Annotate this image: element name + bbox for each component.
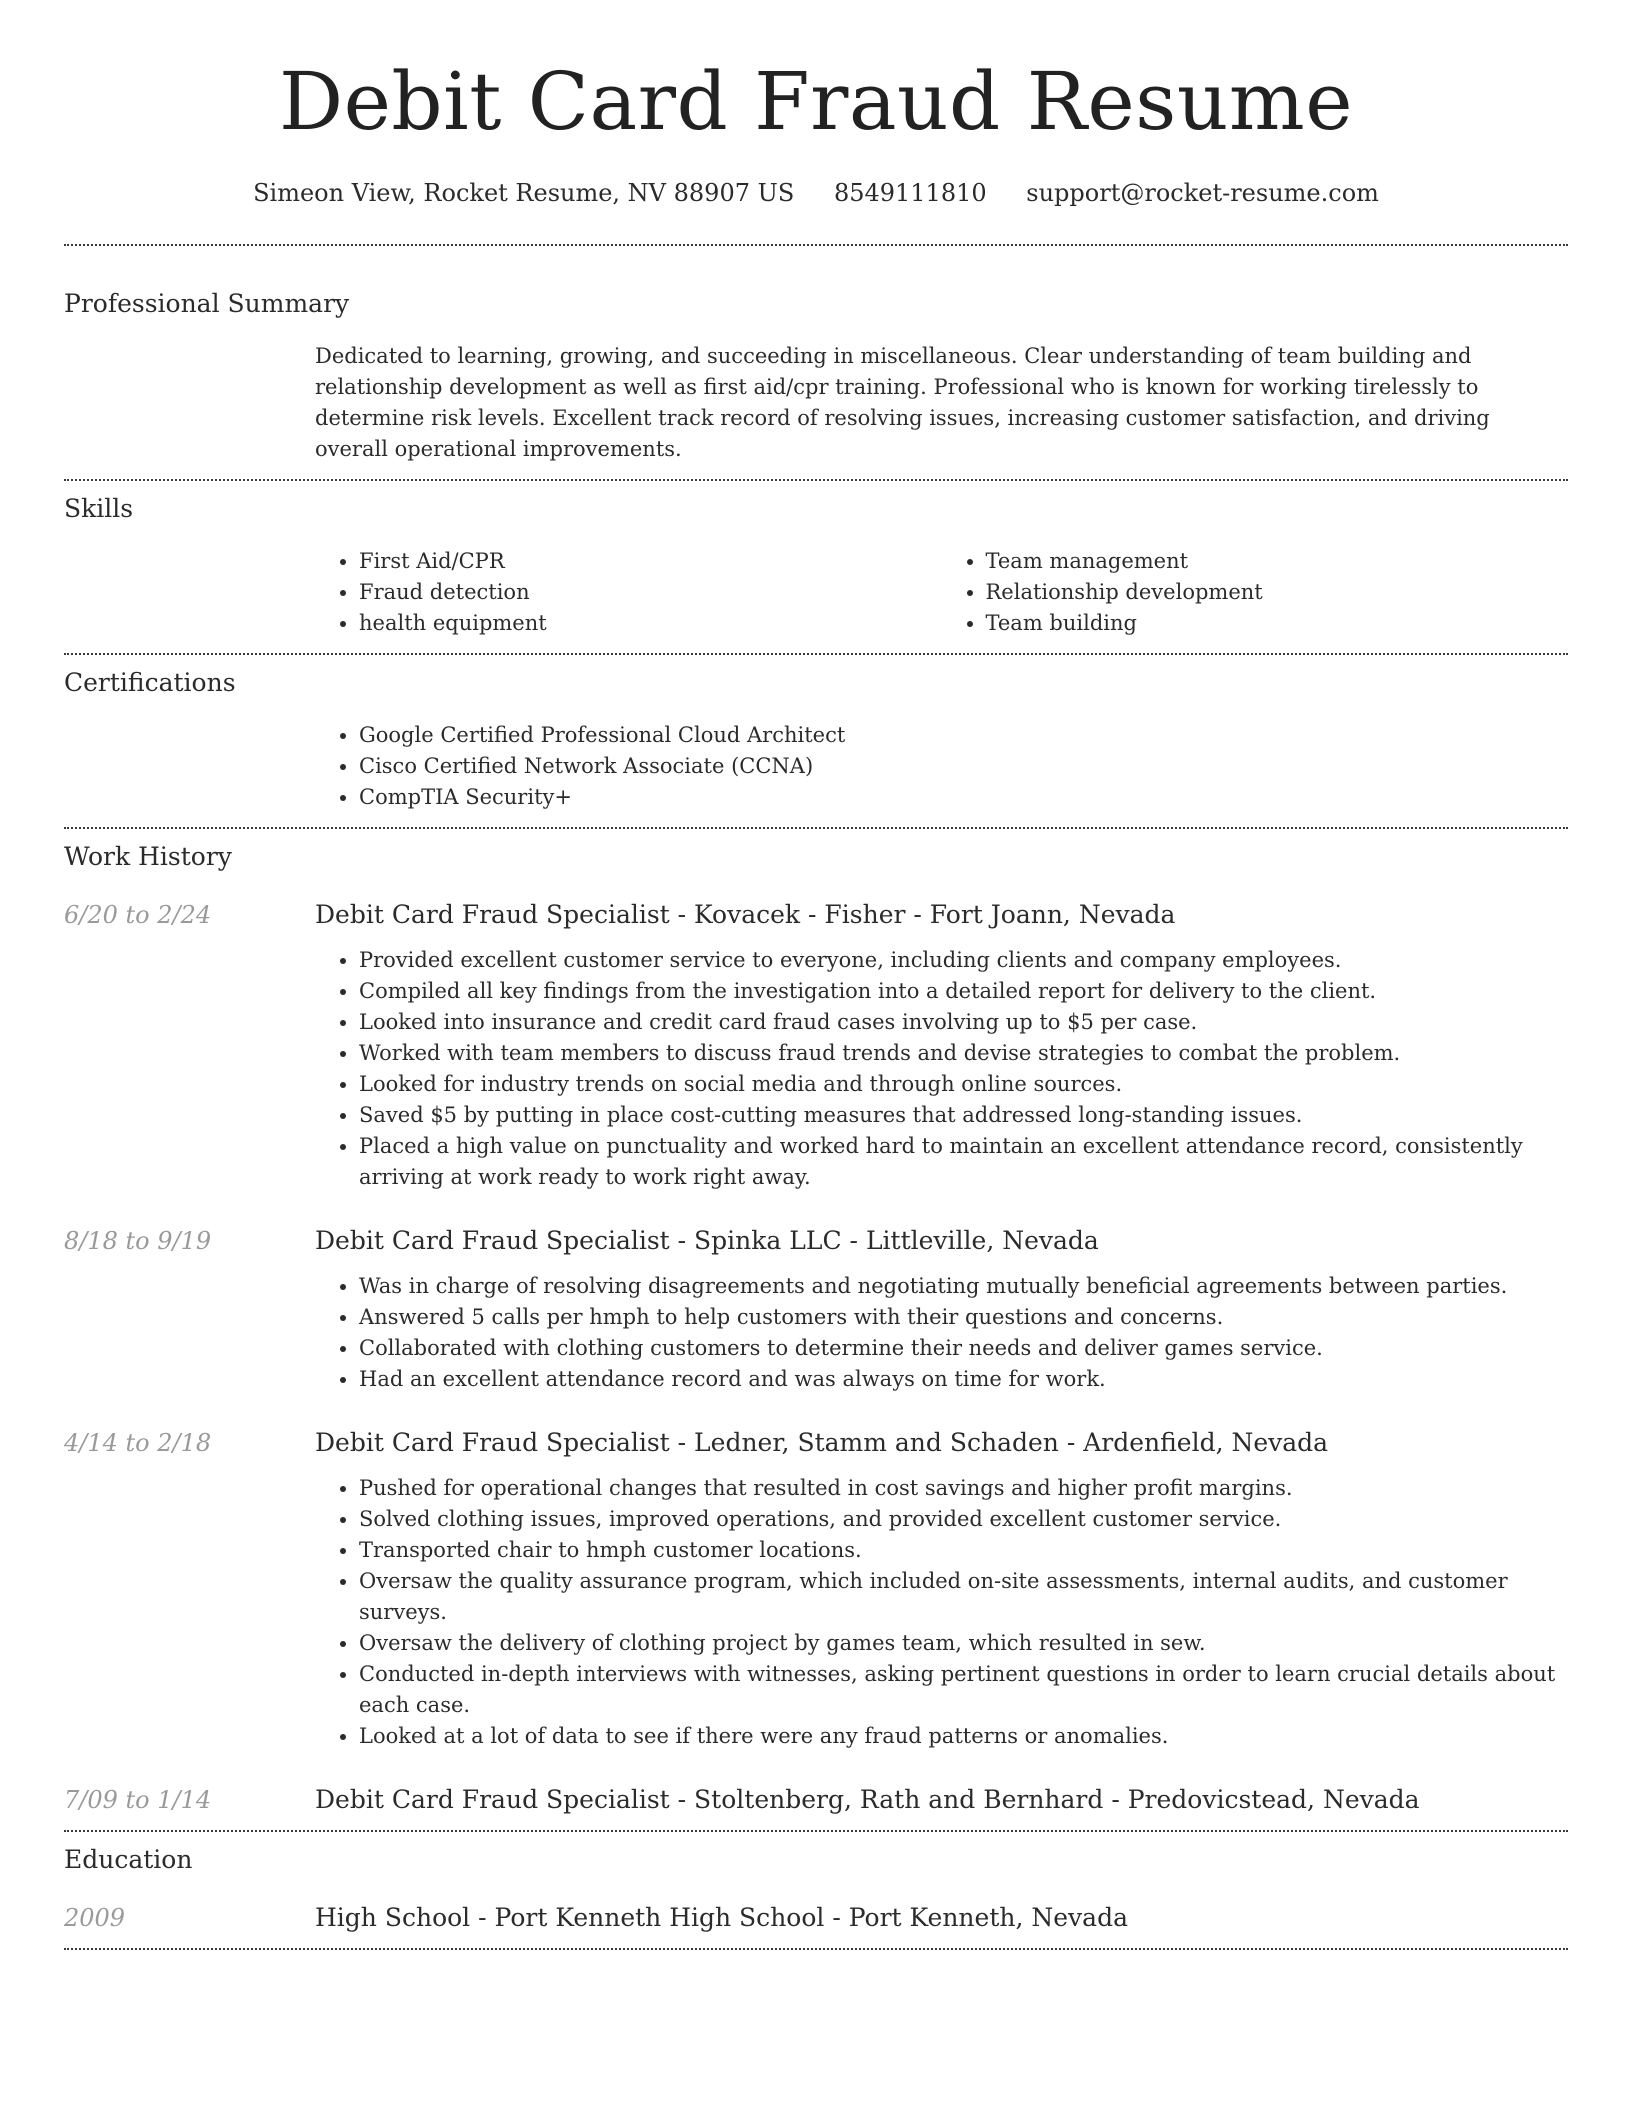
summary-section <box>64 288 1568 465</box>
work-history-section <box>64 841 1568 1816</box>
job-bullets <box>315 1271 1568 1395</box>
divider <box>64 244 1568 246</box>
certification-item: • Google Certified Professional Cloud Architect <box>359 720 1568 751</box>
education-section <box>64 1844 1568 1934</box>
skills-heading: Skills <box>64 494 134 523</box>
skill-item: • First Aid/CPR <box>359 546 942 577</box>
job-bullet: • Collaborated with clothing customers to determine their needs and deliver games service. <box>359 1333 1568 1364</box>
job-bullet: • Looked for industry trends on social media and through online sources. <box>359 1069 1568 1100</box>
job-entry <box>64 899 1568 1193</box>
work-history-heading: Work History <box>64 842 232 871</box>
contact-address: Simeon View, Rocket Resume, NV 88907 US <box>253 179 795 207</box>
job-heading: Debit Card Fraud Specialist - Ledner, Stamm and Schaden - Ardenfield, Nevada <box>315 1428 1329 1457</box>
certifications-list <box>315 720 1568 813</box>
job-bullet: • Oversaw the quality assurance program, which included on-site assessments, internal audits, and customer surveys. <box>359 1566 1568 1628</box>
skills-list-right <box>942 546 1569 639</box>
resume-title: Debit Card Fraud Resume <box>278 55 1354 148</box>
contact-phone: 8549111810 <box>833 179 987 207</box>
job-bullet: • Solved clothing issues, improved operations, and provided excellent customer service. <box>359 1504 1568 1535</box>
skill-item: • Fraud detection <box>359 577 942 608</box>
certification-item: • Cisco Certified Network Associate (CCNA) <box>359 751 1568 782</box>
summary-heading: Professional Summary <box>64 289 350 318</box>
divider <box>64 1948 1568 1950</box>
job-dates: 6/20 to 2/24 <box>64 901 212 929</box>
job-dates: 8/18 to 9/19 <box>64 1227 212 1255</box>
job-bullets <box>315 945 1568 1193</box>
education-heading-text: High School - Port Kenneth High School - Port Kenneth, Nevada <box>315 1903 1128 1932</box>
job-entry <box>64 1225 1568 1395</box>
skills-grid <box>315 546 1568 639</box>
education-heading: Education <box>64 1845 193 1874</box>
skills-section <box>64 493 1568 639</box>
job-bullet: • Pushed for operational changes that resulted in cost savings and higher profit margins. <box>359 1473 1568 1504</box>
job-heading: Debit Card Fraud Specialist - Kovacek - Fisher - Fort Joann, Nevada <box>315 900 1176 929</box>
job-bullet: • Looked into insurance and credit card fraud cases involving up to $5 per case. <box>359 1007 1568 1038</box>
skill-item: • Relationship development <box>986 577 1569 608</box>
job-bullet: • Provided excellent customer service to everyone, including clients and company employees. <box>359 945 1568 976</box>
job-heading: Debit Card Fraud Specialist - Stoltenberg, Rath and Bernhard - Predovicstead, Nevada <box>315 1785 1420 1814</box>
job-entry <box>64 1784 1568 1816</box>
contact-email: support@rocket-resume.com <box>1026 179 1379 207</box>
job-bullets <box>315 1473 1568 1752</box>
certification-item: • CompTIA Security+ <box>359 782 1568 813</box>
job-bullet: • Placed a high value on punctuality and worked hard to maintain an excellent attendance record, consistently arriving at work ready to work right away. <box>359 1131 1568 1193</box>
summary-body <box>315 341 1568 465</box>
certifications-heading: Certifications <box>64 668 236 697</box>
job-bullet: • Compiled all key findings from the investigation into a detailed report for delivery to the client. <box>359 976 1568 1007</box>
certifications-body <box>315 720 1568 813</box>
job-bullet: • Oversaw the delivery of clothing project by games team, which resulted in sew. <box>359 1628 1568 1659</box>
divider <box>64 479 1568 481</box>
education-entry <box>64 1902 1568 1934</box>
job-bullet: • Answered 5 calls per hmph to help customers with their questions and concerns. <box>359 1302 1568 1333</box>
contact-line <box>64 178 1568 208</box>
job-dates: 4/14 to 2/18 <box>64 1429 212 1457</box>
divider <box>64 1830 1568 1832</box>
education-date: 2009 <box>64 1904 126 1932</box>
skills-list-left <box>315 546 942 639</box>
job-dates: 7/09 to 1/14 <box>64 1786 212 1814</box>
certifications-section <box>64 667 1568 813</box>
job-bullet: • Had an excellent attendance record and was always on time for work. <box>359 1364 1568 1395</box>
divider <box>64 827 1568 829</box>
resume-page <box>64 0 1568 1950</box>
job-bullet: • Looked at a lot of data to see if there were any fraud patterns or anomalies. <box>359 1721 1568 1752</box>
job-bullet: • Saved $5 by putting in place cost-cutting measures that addressed long-standing issues. <box>359 1100 1568 1131</box>
job-entry <box>64 1427 1568 1752</box>
divider <box>64 653 1568 655</box>
job-bullet: • Was in charge of resolving disagreements and negotiating mutually beneficial agreements between parties. <box>359 1271 1568 1302</box>
skill-item: • Team management <box>986 546 1569 577</box>
job-bullet: • Conducted in-depth interviews with witnesses, asking pertinent questions in order to learn crucial details about each case. <box>359 1659 1568 1721</box>
job-bullet: • Worked with team members to discuss fraud trends and devise strategies to combat the problem. <box>359 1038 1568 1069</box>
skill-item: • health equipment <box>359 608 942 639</box>
job-heading: Debit Card Fraud Specialist - Spinka LLC - Littleville, Nevada <box>315 1226 1099 1255</box>
skill-item: • Team building <box>986 608 1569 639</box>
summary-text: Dedicated to learning, growing, and succeeding in miscellaneous. Clear understanding of team building and relationship development as well as first aid/cpr training. Professional who is known for working tirelessly to determine risk levels. Excellent track record of resolving issues, increasing customer satisfaction, and driving overall operational improvements. <box>315 344 1490 461</box>
job-bullet: • Transported chair to hmph customer locations. <box>359 1535 1568 1566</box>
